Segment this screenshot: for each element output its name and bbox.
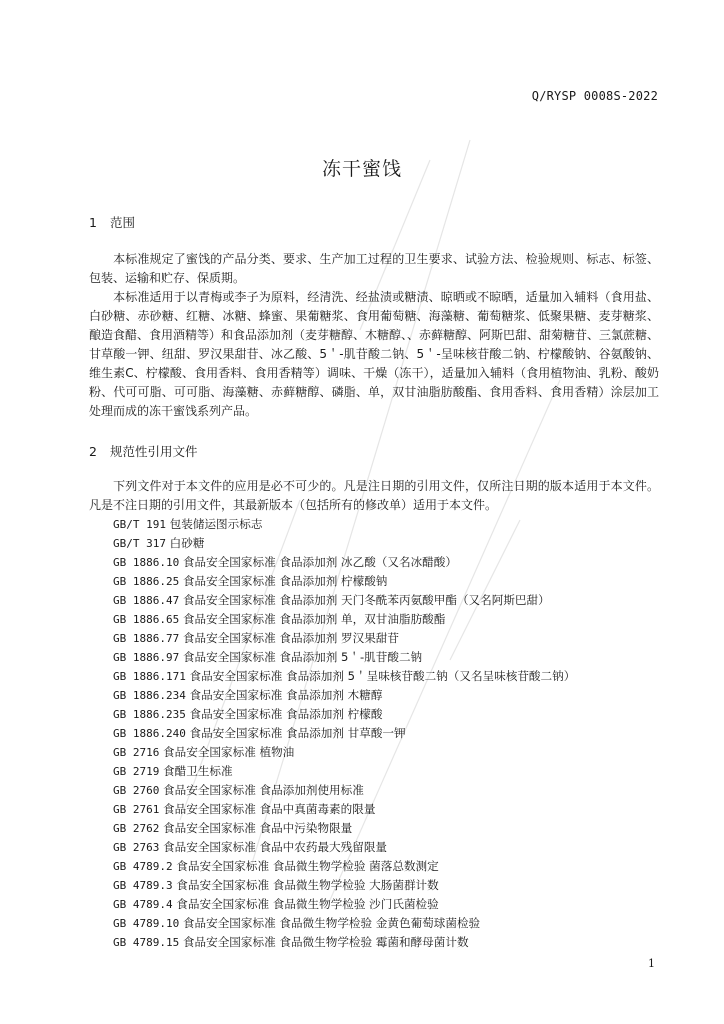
reference-item [113, 819, 575, 838]
reference-title: 食品安全国家标准 食品添加剂 天门冬酰苯丙氨酸甲酯（又名阿斯巴甜） [182, 593, 550, 607]
reference-title: 食品安全国家标准 食品添加剂使用标准 [163, 783, 364, 797]
reference-code: GB 1886.97 [113, 651, 180, 664]
reference-title: 食品安全国家标准 食品添加剂 单，双甘油脂肪酸酯 [182, 612, 446, 626]
reference-item [113, 591, 575, 610]
section-2-intro [89, 477, 659, 515]
paragraph-text: 下列文件对于本文件的应用是必不可少的。凡是注日期的引用文件，仅所注日期的版本适用于本文件。凡是不注日期的引用文件，其最新版本（包括所有的修改单）适用于本文件。 [89, 479, 659, 512]
reference-title: 食品安全国家标准 食品添加剂 柠檬酸 [189, 707, 383, 721]
reference-title: 食品安全国家标准 食品添加剂 木糖醇 [189, 688, 383, 702]
reference-item [113, 515, 575, 534]
reference-item [113, 572, 575, 591]
reference-code: GB 2761 [113, 803, 160, 816]
reference-list [113, 515, 575, 952]
section-2-heading [89, 442, 198, 460]
reference-item [113, 895, 575, 914]
reference-title: 食品安全国家标准 植物油 [163, 745, 295, 759]
reference-title: 食品安全国家标准 食品添加剂 冰乙酸（又名冰醋酸） [182, 555, 457, 569]
reference-title: 食品安全国家标准 食品微生物学检验 大肠菌群计数 [176, 878, 439, 892]
reference-code: GB/T 317 [113, 537, 166, 550]
reference-item [113, 838, 575, 857]
reference-code: GB 4789.2 [113, 860, 173, 873]
reference-item [113, 914, 575, 933]
section-1-number: 1 [89, 215, 97, 230]
reference-item [113, 629, 575, 648]
reference-title: 食品安全国家标准 食品中农药最大残留限量 [163, 840, 388, 854]
reference-title: 食品安全国家标准 食品添加剂 甘草酸一钾 [189, 726, 406, 740]
reference-item [113, 762, 575, 781]
document-title: 冻干蜜饯 [321, 158, 402, 180]
standard-code: Q/RYSP 0008S-2022 [531, 89, 658, 103]
reference-code: GB/T 191 [113, 518, 166, 531]
reference-item [113, 610, 575, 629]
reference-code: GB 2716 [113, 746, 160, 759]
reference-title: 白砂糖 [169, 536, 205, 550]
reference-code: GB 1886.65 [113, 613, 180, 626]
reference-item [113, 667, 575, 686]
reference-title: 食品安全国家标准 食品微生物学检验 霉菌和酵母菌计数 [182, 935, 469, 949]
reference-item [113, 781, 575, 800]
paragraph-text: 本标准适用于以青梅或李子为原料，经清洗、经盐渍或糖渍、晾晒或不晾晒，适量加入辅料（食用盐、白砂糖、赤砂糖、红糖、冰糖、蜂蜜、果葡糖浆、食用葡萄糖、海藻糖、葡萄糖浆、低聚果糖、麦芽糖浆、酿造食醋、食用酒精等）和食品添加剂（麦芽糖醇、木糖醇、、赤藓糖醇、阿斯巴甜、甜菊糖苷、三氯蔗糖、甘草酸一钾、纽甜、罗汉果甜苷、冰乙酸、5＇-肌苷酸二钠、5＇-呈味核苷酸二钠、柠檬酸钠、谷氨酸钠、维生素C、柠檬酸、食用香料、食用香精等）调味、干燥（冻干），适量加入辅料（食用植物油、乳粉、酸奶粉、代可可脂、可可脂、海藻糖、赤藓糖醇、磷脂、单，双甘油脂肪酸酯、食用香料、食用香精）涂层加工处理而成的冻干蜜饯系列产品。 [89, 290, 660, 418]
reference-title: 食品安全国家标准 食品添加剂 罗汉果甜苷 [182, 631, 399, 645]
reference-code: GB 1886.47 [113, 594, 180, 607]
reference-code: GB 4789.3 [113, 879, 173, 892]
reference-code: GB 4789.15 [113, 936, 180, 949]
reference-code: GB 1886.234 [113, 689, 186, 702]
reference-code: GB 1886.10 [113, 556, 180, 569]
reference-code: GB 4789.10 [113, 917, 180, 930]
reference-title: 食品安全国家标准 食品微生物学检验 沙门氏菌检验 [176, 897, 439, 911]
reference-item [113, 553, 575, 572]
section-1-title: 范围 [109, 215, 135, 230]
section-1-heading [89, 213, 135, 231]
reference-title: 食品安全国家标准 食品中真菌毒素的限量 [163, 802, 376, 816]
paragraph-text: 本标准规定了蜜饯的产品分类、要求、生产加工过程的卫生要求、试验方法、检验规则、标志、标签、包装、运输和贮存、保质期。 [89, 252, 659, 285]
reference-code: GB 1886.171 [113, 670, 186, 683]
reference-title: 食品安全国家标准 食品添加剂 5＇-肌苷酸二钠 [182, 650, 423, 664]
reference-title: 食品安全国家标准 食品微生物学检验 菌落总数测定 [176, 859, 439, 873]
reference-item [113, 686, 575, 705]
reference-code: GB 4789.4 [113, 898, 173, 911]
reference-code: GB 2760 [113, 784, 160, 797]
section-1-paragraph-1 [89, 250, 659, 288]
reference-item [113, 743, 575, 762]
reference-item [113, 705, 575, 724]
section-2-number: 2 [89, 444, 97, 459]
reference-title: 食品安全国家标准 食品添加剂 5＇呈味核苷酸二钠（又名呈味核苷酸二钠） [189, 669, 576, 683]
reference-title: 食品安全国家标准 食品添加剂 柠檬酸钠 [182, 574, 388, 588]
reference-code: GB 1886.240 [113, 727, 186, 740]
reference-item [113, 724, 575, 743]
reference-code: GB 2762 [113, 822, 160, 835]
reference-code: GB 2763 [113, 841, 160, 854]
reference-title: 食品安全国家标准 食品微生物学检验 金黄色葡萄球菌检验 [182, 916, 481, 930]
page-number: 1 [648, 957, 655, 970]
reference-code: GB 1886.25 [113, 575, 180, 588]
reference-title: 食醋卫生标准 [163, 764, 233, 778]
reference-item [113, 648, 575, 667]
section-1-paragraph-2 [89, 288, 659, 421]
reference-item [113, 534, 575, 553]
reference-item [113, 876, 575, 895]
reference-code: GB 1886.235 [113, 708, 186, 721]
reference-item [113, 857, 575, 876]
reference-code: GB 1886.77 [113, 632, 180, 645]
reference-item [113, 800, 575, 819]
reference-code: GB 2719 [113, 765, 160, 778]
reference-title: 食品安全国家标准 食品中污染物限量 [163, 821, 353, 835]
reference-title: 包装储运图示标志 [169, 517, 263, 531]
reference-item [113, 933, 575, 952]
section-2-title: 规范性引用文件 [109, 444, 198, 459]
